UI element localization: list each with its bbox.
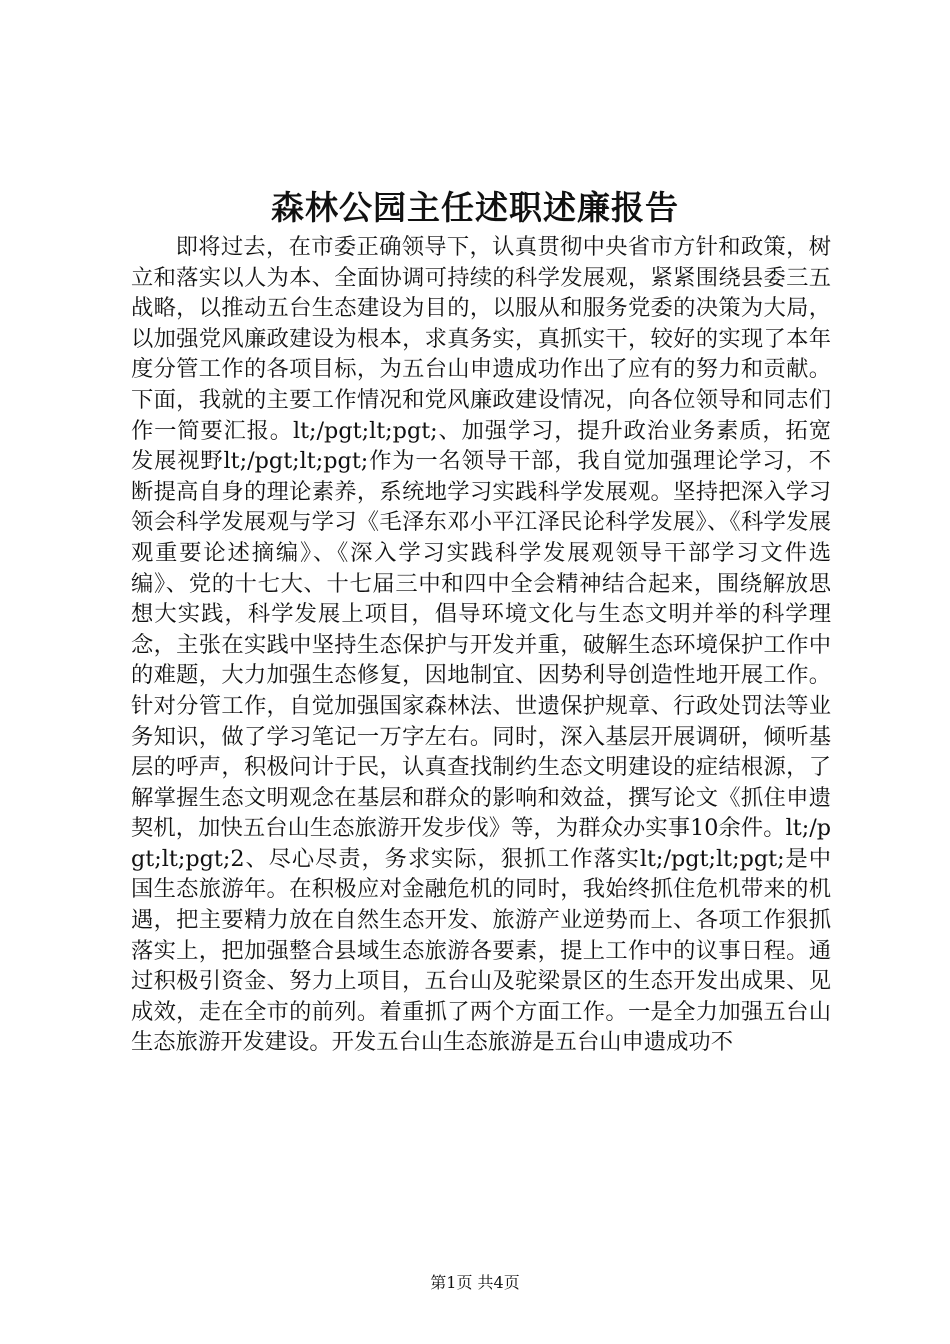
document-body-paragraph: 即将过去，在市委正确领导下，认真贯彻中央省市方针和政策，树立和落实以人为本、全面协调可持续的科学发展观，紧紧围绕县委三五战略，以推动五台生态建设为目的，以服从和服务党委的决策为大局，以加强党风廉政建设为根本，求真务实，真抓实干，较好的实现了本年度分管工作的各项目标，为五台山申遗成功作出了应有的努力和贡献。下面，我就的主要工作情况和党风廉政建设情况，向各位领导和同志们作一简要汇报。lt;/pgt;lt;pgt;、加强学习，提升政治业务素质，拓宽发展视野lt;/pgt;lt;pgt;作为一名领导干部，我自觉加强理论学习，不断提高自身的理论素养，系统地学习实践科学发展观。坚持把深入学习领会科学发展观与学习《毛泽东邓小平江泽民论科学发展》、《科学发展观重要论述摘编》、《深入学习实践科学发展观领导干部学习文件选编》、党的十七大、十七届三中和四中全会精神结合起来，围绕解放思想大实践，科学发展上项目，倡导环境文化与生态文明并举的科学理念，主张在实践中坚持生态保护与开发并重，破解生态环境保护工作中的难题，大力加强生态修复，因地制宜、因势利导创造性地开展工作。针对分管工作，自觉加强国家森林法、世遗保护规章、行政处罚法等业务知识，做了学习笔记一万字左右。同时，深入基层开展调研，倾听基层的呼声，积极问计于民，认真查找制约生态文明建设的症结根源，了解掌握生态文明观念在基层和群众的影响和效益，撰写论文《抓住申遗契机，加快五台山生态旅游开发步伐》等，为群众办实事10余件。lt;/pgt;lt;pgt;2、尽心尽责，务求实际，狠抓工作落实lt;/pgt;lt;pgt;是中国生态旅游年。在积极应对金融危机的同时，我始终抓住危机带来的机遇，把主要精力放在自然生态开发、旅游产业逆势而上、各项工作狠抓落实上，把加强整合县域生态旅游各要素，提上工作中的议事日程。通过积极引资金、努力上项目，五台山及驼梁景区的生态开发出成果、见成效，走在全市的前列。着重抓了两个方面工作。一是全力加强五台山生态旅游开发建设。开发五台山生态旅游是五台山申遗成功不: [131, 234, 831, 1056]
page-footer: 第1页 共4页: [430, 1273, 520, 1292]
document-title: 森林公园主任述职述廉报告: [271, 188, 679, 227]
